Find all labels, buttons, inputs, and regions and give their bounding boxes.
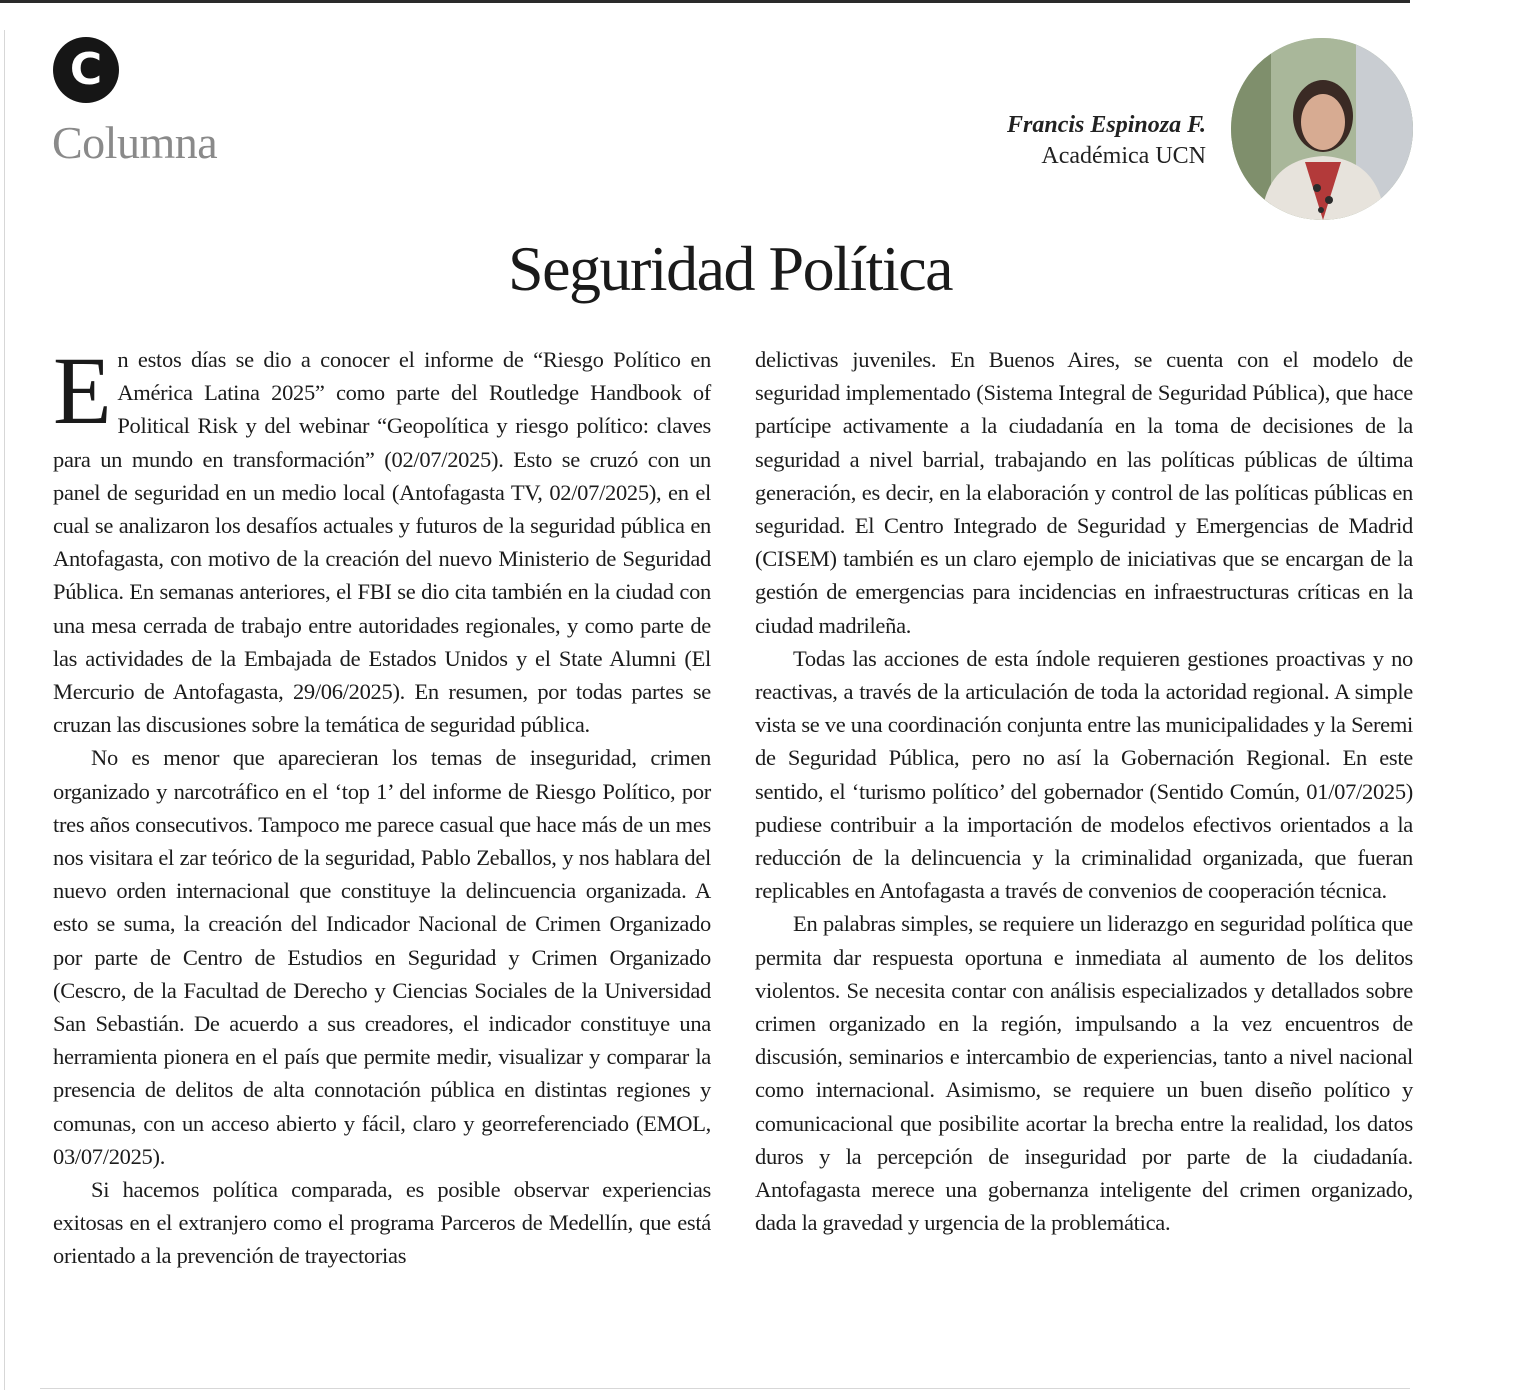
- paragraph-text: n estos días se dio a conocer el informe de “Riesgo Político en América Latina 2025” como parte del Routledge Handbook of Political Risk y del webinar “Geopolítica y riesgo político: claves para un mundo en transformación” (02/07/2025). Esto se cruzó con un panel de seguridad en un medio local (Antofagasta TV, 02/07/2025), en el cual se analizaron los desafíos actuales y futuros de la seguridad pública en Antofagasta, con motivo de la creación del nuevo Ministerio de Seguridad Pública. En semanas anteriores, el FBI se dio cita también en la ciudad con una mesa cerrada de trabajo entre autoridades regionales, y como parte de las actividades de la Embajada de Estados Unidos y el State Alumni (El Mercurio de Antofagasta, 29/06/2025). En resumen, por todas partes se cruzan las discusiones sobre la temática de seguridad pública.: [53, 347, 711, 738]
- section-label: Columna: [52, 117, 218, 168]
- drop-cap: E: [53, 337, 112, 444]
- paragraph: Todas las acciones de esta índole requieren gestiones proactivas y no reactivas, a través de la articulación de toda la actoridad regional. A simple vista se ve una coordinación conjunta entre las municipalidades y la Seremi de Seguridad Pública, pero no así la Gobernación Regional. En este sentido, el ‘turismo político’ del gobernador (Sentido Común, 01/07/2025) pudiese contribuir a la importación de modelos efectivos orientados a la reducción de la delincuencia y la criminalidad organizada, que fueran replicables en Antofagasta a través de convenios de cooperación técnica.: [755, 645, 1413, 904]
- paragraph: En palabras simples, se requiere un liderazgo en seguridad política que permita dar respuesta oportuna e inmediata al aumento de los delitos violentos. Se necesita contar con análisis especializados y detallados sobre crimen organizado en la región, impulsando a la vez encuentros de discusión, seminarios e intercambio de experiencias, tanto a nivel nacional como internacional. Asimismo, se requiere un buen diseño político y comunicacional que posibilite acortar la brecha entre la realidad, los datos duros y la percepción de inseguridad por parte de la ciudadanía. Antofagasta merece una gobernanza inteligente del crimen organizado, dada la gravedad y urgencia de la problemática.: [755, 911, 1413, 1236]
- paragraph: No es menor que aparecieran los temas de inseguridad, crimen organizado y narcotráfico en el ‘top 1’ del informe de Riesgo Político, por tres años consecutivos. Tampoco me parece casual que hace más de un mes nos visitara el zar teórico de la seguridad, Pablo Zeballos, y nos hablara del nuevo orden internacional que constituye la delincuencia organizada. A esto se suma, la creación del Indicador Nacional de Crimen Organizado por parte de Centro de Estudios en Seguridad y Crimen Organizado (Cescro, de la Facultad de Derecho y Ciencias Sociales de la Universidad San Sebastián. De acuerdo a sus creadores, el indicador constituye una herramienta pionera en el país que permite medir, visualizar y comparar la presencia de delitos de alta connotación pública en distintas regiones y comunas, con un acceso abierto y fácil, claro y georreferenciado (EMOL, 03/07/2025).: [53, 745, 711, 1169]
- byline: [1007, 112, 1206, 170]
- paragraph: delictivas juveniles. En Buenos Aires, se cuenta con el modelo de seguridad implementado (Sistema Integral de Seguridad Pública), que hace partícipe activamente a la ciudadanía en la toma de decisiones de la seguridad a nivel barrial, trabajando en las políticas públicas de última generación, es decir, en la elaboración y control de las políticas públicas en seguridad. El Centro Integrado de Seguridad y Emergencias de Madrid (CISEM) también es un claro ejemplo de iniciativas que se encargan de la gestión de emergencias para incidencias en infraestructuras críticas en la ciudad madrileña.: [755, 347, 1413, 638]
- author-role: Académica UCN: [1041, 143, 1206, 169]
- bottom-rule: [40, 1388, 1410, 1389]
- author-photo: [1231, 38, 1413, 220]
- article-column-right: [755, 343, 1413, 1239]
- paragraph: [53, 337, 711, 741]
- author-name: Francis Espinoza F.: [1007, 112, 1206, 138]
- article-column-left: [53, 337, 711, 1273]
- headline: Seguridad Política: [507, 233, 953, 304]
- section-badge: C: [53, 37, 119, 103]
- author-portrait-icon: [1231, 38, 1413, 220]
- top-rule: [0, 0, 1410, 3]
- paragraph: Si hacemos política comparada, es posible observar experiencias exitosas en el extranjero como el programa Parceros de Medellín, que está orientado a la prevención de trayectorias: [53, 1177, 711, 1269]
